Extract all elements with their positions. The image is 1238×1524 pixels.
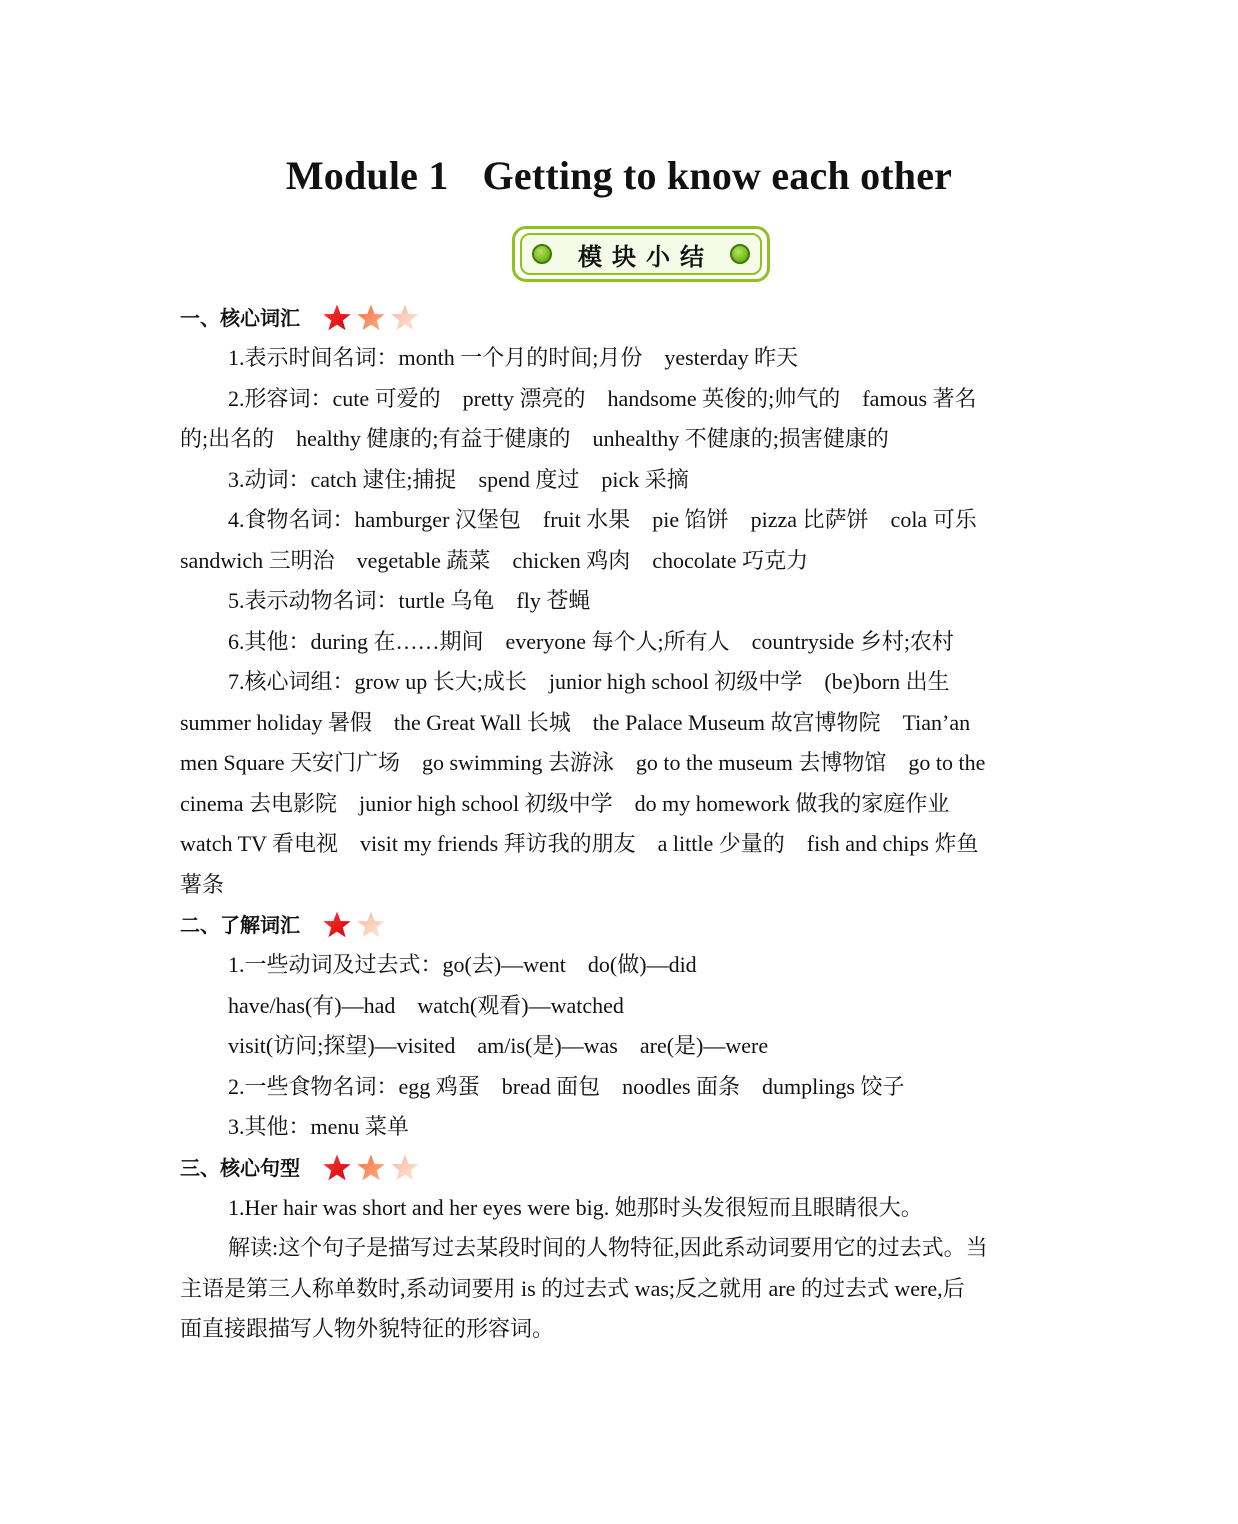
text-line: watch TV 看电视 visit my friends 拜访我的朋友 a little 少量的 fish and chips 炸鱼 [180,831,979,856]
difficulty-stars [322,303,424,333]
text-line: 3.其他：menu 菜单 [228,1114,409,1139]
section-heading-core-vocabulary: 一、核心词汇 [180,298,1060,338]
text-line: 主语是第三人称单数时,系动词要用 is 的过去式 was;反之就用 are 的过去式 were,后 [180,1275,965,1301]
module-name: Getting to know each other [482,153,953,198]
text-line: 2.一些食物名词：egg 鸡蛋 bread 面包 noodles 面条 dumplings 饺子 [228,1073,905,1099]
text-line: 1.Her hair was short and her eyes were big. 她那时头发很短而且眼睛很大。 [228,1194,923,1220]
text-line: have/has(有)—had watch(观看)—watched [228,992,624,1018]
text-line: 面直接跟描写人物外貌特征的形容词。 [180,1316,555,1341]
text-line: cinema 去电影院 junior high school 初级中学 do my homework 做我的家庭作业 [180,790,950,816]
star-icon [322,1153,352,1183]
content [180,298,1060,1350]
green-dot-icon [730,244,750,264]
star-icon [390,1153,420,1183]
text-line: sandwich 三明治 vegetable 蔬菜 chicken 鸡肉 chocolate 巧克力 [180,547,809,573]
star-icon [390,303,420,333]
text-line: 的;出名的 healthy 健康的;有益于健康的 unhealthy 不健康的;损害健康的 [180,426,889,451]
text-line: 2.形容词：cute 可爱的 pretty 漂亮的 handsome 英俊的;帅气的 famous 著名 [228,385,977,411]
text-line: 6.其他：during 在……期间 everyone 每个人;所有人 countryside 乡村;农村 [228,628,954,654]
section-heading-understand-vocabulary: 二、了解词汇 [180,905,1060,945]
star-icon [322,910,352,940]
summary-banner [512,226,770,282]
text-line: 4.食物名词：hamburger 汉堡包 fruit 水果 pie 馅饼 pizza 比萨饼 cola 可乐 [228,507,977,532]
text-line: 1.表示时间名词：month 一个月的时间;月份 yesterday 昨天 [228,345,799,370]
difficulty-stars [322,910,390,940]
text-line: visit(访问;探望)—visited am/is(是)—was are(是)—were [228,1033,769,1058]
text-line: summer holiday 暑假 the Great Wall 长城 the Palace Museum 故宫博物院 Tian’an [180,709,971,735]
star-icon [356,910,386,940]
text-line: 7.核心词组：grow up 长大;成长 junior high school 初级中学 (be)born 出生 [228,669,950,694]
star-icon [322,303,352,333]
section-heading-core-sentences: 三、核心句型 [180,1148,1060,1188]
text-line: 解读:这个句子是描写过去某段时间的人物特征,因此系动词要用它的过去式。当 [228,1235,988,1260]
text-line: men Square 天安门广场 go swimming 去游泳 go to the museum 去博物馆 go to the [180,750,986,775]
text-line: 1.一些动词及过去式：go(去)—went do(做)—did [228,952,697,977]
module-title [0,152,1238,199]
green-dot-icon [532,244,552,264]
text-line: 5.表示动物名词：turtle 乌龟 fly 苍蝇 [228,588,591,613]
star-icon [356,1153,386,1183]
banner-label: 模块小结 [578,242,714,271]
module-number: Module 1 [285,153,449,198]
star-icon [356,303,386,333]
text-line: 3.动词：catch 逮住;捕捉 spend 度过 pick 采摘 [228,466,689,492]
text-line: 薯条 [180,871,225,897]
difficulty-stars [322,1153,424,1183]
